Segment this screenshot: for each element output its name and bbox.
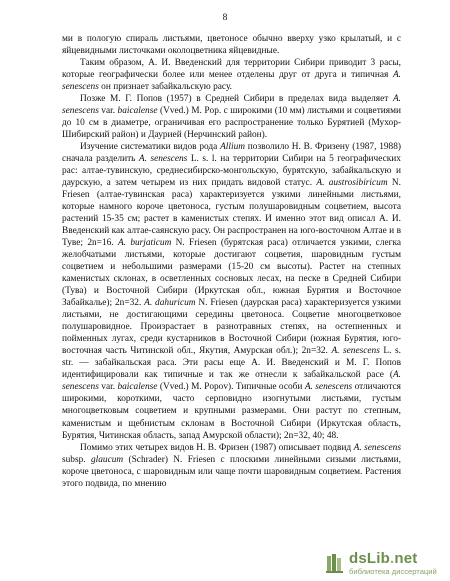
book-stack-icon bbox=[324, 552, 346, 574]
paragraph: Таким образом, А. И. Введенский для территории Сибири приводит 3 расы, которые географически более или менее отделены друг от друга и типичная A. senescens он признает забайкальскую расу. bbox=[62, 58, 401, 93]
watermark-brand bbox=[349, 550, 417, 567]
paragraph: Позже М. Г. Попов (1957) в Средней Сибири в пределах вида выделяет A. senescens var. baicalense (Vved.) M. Pop. с широкими (10 мм) листьями и соцветиями до 10 см в диаметре, ограничивая его распространение только Бурятией (Мухор-Шибирский район) и Даурией (Нерчинский район). bbox=[62, 94, 401, 141]
brand-left: dsLib bbox=[349, 550, 390, 567]
paragraph: Помимо этих четырех видов Н. В. Фризен (1987) описывает подвид A. senescens subsp. glaucum (Schrader) N. Friesen с плоскими линейными сизыми листьями, короче цветоноса, с шаровидным или чаще почти шаровидным соцветием. Растения этого подвида, по мнению bbox=[62, 442, 401, 489]
body-text bbox=[62, 33, 401, 490]
brand-sep: . bbox=[390, 550, 395, 567]
watermark-subtitle: библиотека диссертаций bbox=[349, 567, 437, 576]
dslib-watermark[interactable] bbox=[322, 550, 444, 577]
page-number: 8 bbox=[222, 13, 228, 23]
paragraph: Изучение систематики видов рода Allium позволило Н. В. Фризену (1987, 1988) сначала разделить A. senescens L. s. l. на территории Сибири на 5 географических рас: алтае-тувинскую, среднесибирско-монгольскую, бурятскую, забайкальскую и даурскую, а затем четырем из них придать видовой статус. A. austrosibiricum N. Friesen (алтае-тувинская раса) характеризуется узкими линейными листьями, которые намного короче цветоноса, густым полушаровидным соцветием, высота растений 15-35 см; растет в каменистых степях. И именно этот вид описал А. И. Введенский как алтае-саянскую расу. Он распространен на юго-восточном Алтае и в Туве; 2n=16. A. burjaticum N. Friesen (бурятская раса) отличается узкими, слегка желобчатыми листьями, которые достигают соцветия, шаровидным густым соцветием и небольшими размерами (15-20 см высоты). Растет на степных каменистых склонах, в осветленных сосновых лесах, на песке в Средней Сибири (Тува) и Восточной Сибири (Иркутская обл., южная Бурятия и Восточное Забайкалье); 2n=32. A. dahuricum N. Friesen (даурская раса) характеризуется узкими листьями, не достигающими середины цветоноса. Соцветие многоцветковое полушаровидное. Произрастает в разнотравных степях, на остепненных и пойменных лугах, среди кустарников в Восточной Сибири (южная Бурятия, юго-восточная часть Читинской обл., Якутия, Амурская обл.); 2n=32. A. senescens L. s. str. — забайкальская раса. Эти расы еще А. И. Введенский и М. Г. Попов идентифицировали как типичные и так же отнесли к забайкальской расе (A. senescens var. baicalense (Vved.) M. Popov). Типичные особи A. senescens отличаются широкими, короткими, часто серповидно изогнутыми листьями, густым многоцветковым соцветием и крупными размерами. Они растут по степным, каменистым и щебнистым склонам в Восточной Сибири (Иркутская область, Бурятия, Читинская область, запад Амурской области); 2n=32, 40; 48. bbox=[62, 142, 402, 441]
brand-right: net bbox=[394, 550, 418, 567]
paragraph: ми в пологую спираль листьями, цветоносе обычно вверху узко крылатый, и с яйцевидными листочками околоцветника яйцевидные. bbox=[62, 34, 401, 57]
